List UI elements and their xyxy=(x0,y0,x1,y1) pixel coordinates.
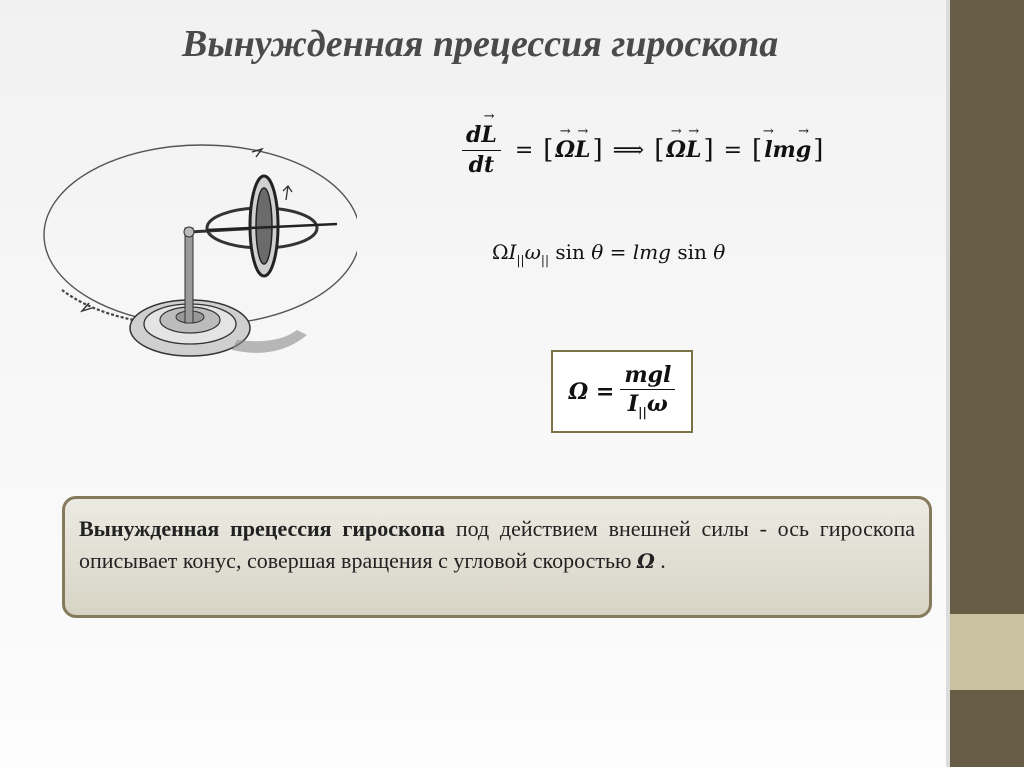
implies-arrow: ⟹ xyxy=(612,137,645,163)
omega-vector: → Ω xyxy=(555,137,575,163)
fraction-numerator xyxy=(462,123,501,150)
omega-symbol: Ω xyxy=(636,549,655,573)
L-vector: → L xyxy=(481,123,496,147)
sidebar-accent-block xyxy=(950,614,1024,690)
fraction-denominator: dt xyxy=(468,151,495,178)
lmg-term: lmg xyxy=(632,240,671,264)
slide-title: Вынужденная прецессия гироскопа xyxy=(182,23,779,65)
I-symbol: I xyxy=(508,240,517,264)
formula-fraction xyxy=(620,363,675,420)
L-vector: → L xyxy=(575,137,590,163)
sin-function: sin xyxy=(549,240,585,264)
m-symbol: m xyxy=(772,137,796,163)
formula-lhs: Ω = xyxy=(568,378,615,405)
theta-symbol: θ xyxy=(706,240,726,264)
omega-small-symbol: ω xyxy=(524,240,541,264)
parallel-subscript: || xyxy=(540,253,549,267)
omega-small-symbol: ω xyxy=(646,391,668,418)
L-vector: → L xyxy=(686,137,701,163)
bracket-open: [ xyxy=(654,135,665,165)
definition-end: . xyxy=(654,548,666,573)
sin-function: sin xyxy=(670,240,707,264)
bracket-open: [ xyxy=(752,135,763,165)
definition-text: под действием внешней силы - ось гироскопа описывает конус, совершая вращения с угловой скоростью xyxy=(79,516,915,573)
parallel-subscript: || xyxy=(516,253,525,267)
I-symbol: I xyxy=(627,391,639,418)
magnitude-equation xyxy=(492,240,725,267)
torque-equation xyxy=(462,110,825,190)
formula-numerator: mgl xyxy=(620,363,675,390)
bracket-close: ] xyxy=(703,135,714,165)
gyroscope-figure xyxy=(22,140,357,390)
theta-symbol: θ xyxy=(584,240,604,264)
definition-callout xyxy=(62,496,932,618)
equals-sign: = xyxy=(603,240,633,264)
g-vector: → g xyxy=(796,137,811,163)
l-vector: → l xyxy=(764,137,772,163)
equals-sign: = xyxy=(514,137,534,163)
gyroscope-precession-illustration xyxy=(22,140,357,390)
omega-vector: → Ω xyxy=(666,137,686,163)
formula-denominator xyxy=(624,390,672,420)
bracket-open: [ xyxy=(543,135,554,165)
definition-term: Вынужденная прецессия гироскопа xyxy=(79,516,446,541)
dl-dt-fraction xyxy=(462,123,501,176)
d-symbol: d xyxy=(466,122,482,149)
parallel-subscript: || xyxy=(638,405,647,420)
bracket-close: ] xyxy=(813,135,824,165)
precession-rate-formula-box xyxy=(551,350,693,433)
bracket-close: ] xyxy=(592,135,603,165)
omega-symbol: Ω xyxy=(492,240,509,264)
equals-sign: = xyxy=(723,137,743,163)
